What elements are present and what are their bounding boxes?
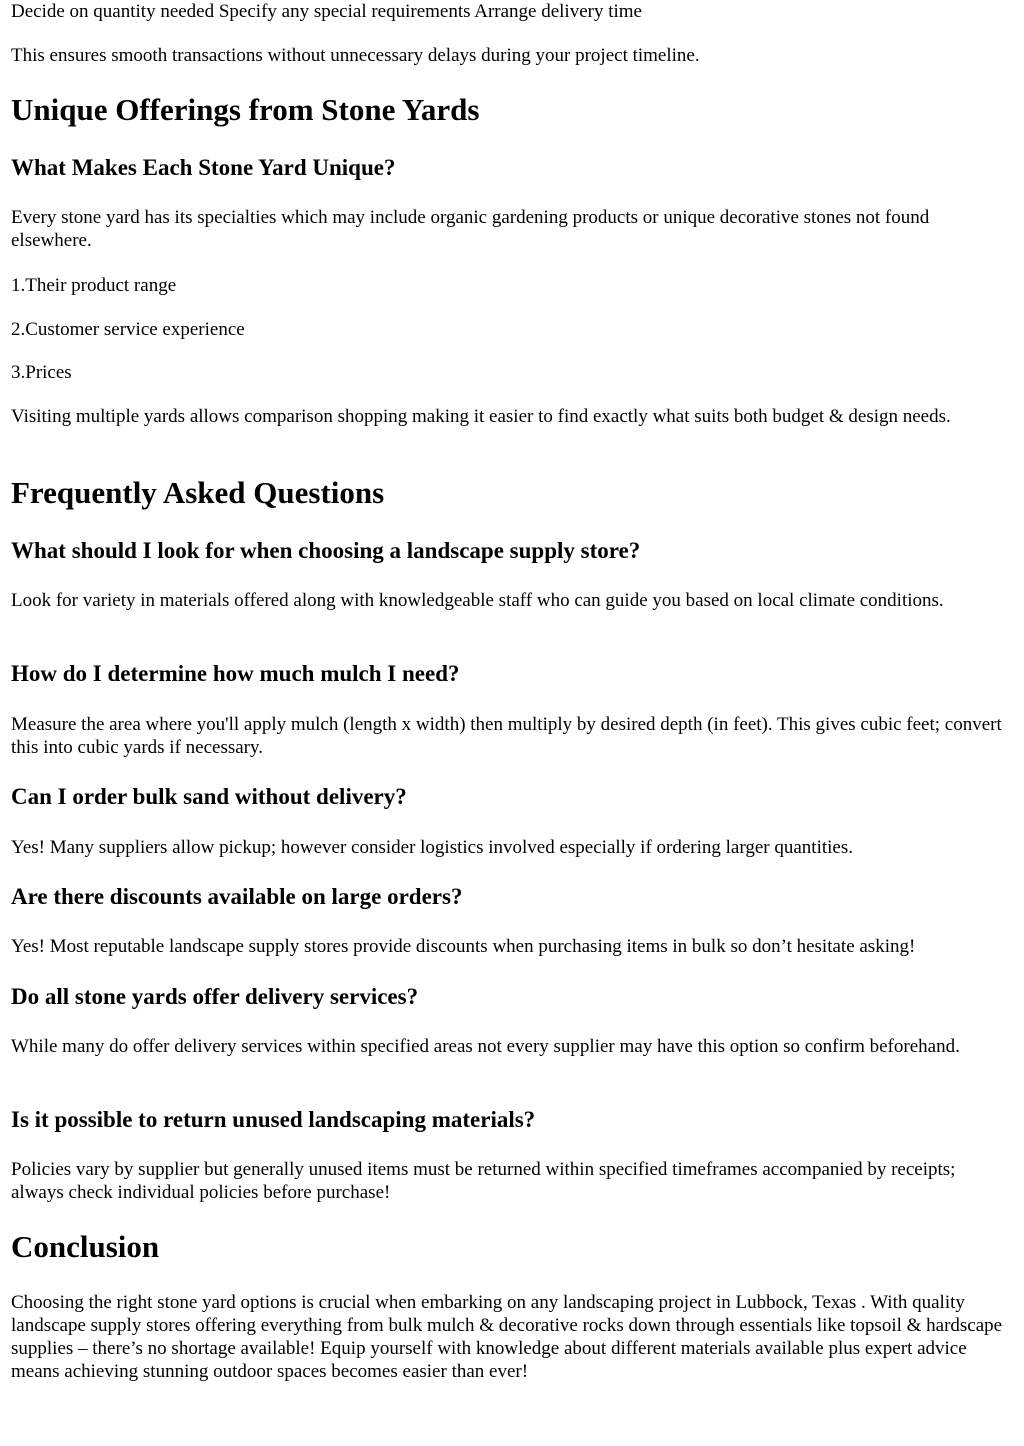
- unique-body-paragraph: Every stone yard has its specialties which may include organic gardening products or unique decorative stones not found elsewhere.: [11, 207, 930, 251]
- faq-question: Can I order bulk sand without delivery?: [11, 784, 407, 809]
- steps-line: Decide on quantity needed Specify any special requirements Arrange delivery time: [11, 1, 642, 22]
- unique-offerings-heading: Unique Offerings from Stone Yards: [11, 92, 480, 127]
- conclusion-paragraph: Choosing the right stone yard options is crucial when embarking on any landscaping project in Lubbock, Texas . With quality landscape supply stores offering everything from bulk mulch & decorative rocks down through essentials like topsoil & hardscape supplies – there’s no shortage available! Equip yourself with knowledge about different materials available plus expert advice means achieving stunning outdoor spaces becomes easier than ever!: [11, 1292, 1003, 1382]
- faq-answer: Policies vary by supplier but generally unused items must be returned within specified timeframes accompanied by receipts; always check individual policies before purchase!: [11, 1159, 956, 1203]
- list-item: 2.Customer service experience: [11, 319, 245, 340]
- list-item: 1.Their product range: [11, 275, 177, 296]
- faq-question: What should I look for when choosing a landscape supply store?: [11, 538, 641, 563]
- faq-question: Is it possible to return unused landscaping materials?: [11, 1107, 536, 1132]
- unique-closing-paragraph: Visiting multiple yards allows comparison shopping making it easier to find exactly what suits both budget & design needs.: [11, 406, 951, 427]
- summary-paragraph: This ensures smooth transactions without unnecessary delays during your project timeline.: [11, 45, 700, 66]
- unique-subheading: What Makes Each Stone Yard Unique?: [11, 155, 396, 180]
- faq-answer: Look for variety in materials offered along with knowledgeable staff who can guide you based on local climate conditions.: [11, 590, 944, 611]
- faq-answer: While many do offer delivery services within specified areas not every supplier may have this option so confirm beforehand.: [11, 1036, 960, 1057]
- faq-answer: Yes! Many suppliers allow pickup; however consider logistics involved especially if ordering larger quantities.: [11, 837, 853, 858]
- faq-question: How do I determine how much mulch I need?: [11, 661, 460, 686]
- faq-question: Do all stone yards offer delivery services?: [11, 984, 419, 1009]
- faq-answer: Measure the area where you'll apply mulch (length x width) then multiply by desired depth (in feet). This gives cubic feet; convert this into cubic yards if necessary.: [11, 714, 1002, 758]
- faq-heading: Frequently Asked Questions: [11, 475, 385, 510]
- faq-question: Are there discounts available on large orders?: [11, 884, 463, 909]
- faq-answer: Yes! Most reputable landscape supply stores provide discounts when purchasing items in bulk so don’t hesitate asking!: [11, 936, 916, 957]
- conclusion-heading: Conclusion: [11, 1229, 160, 1264]
- list-item: 3.Prices: [11, 362, 72, 383]
